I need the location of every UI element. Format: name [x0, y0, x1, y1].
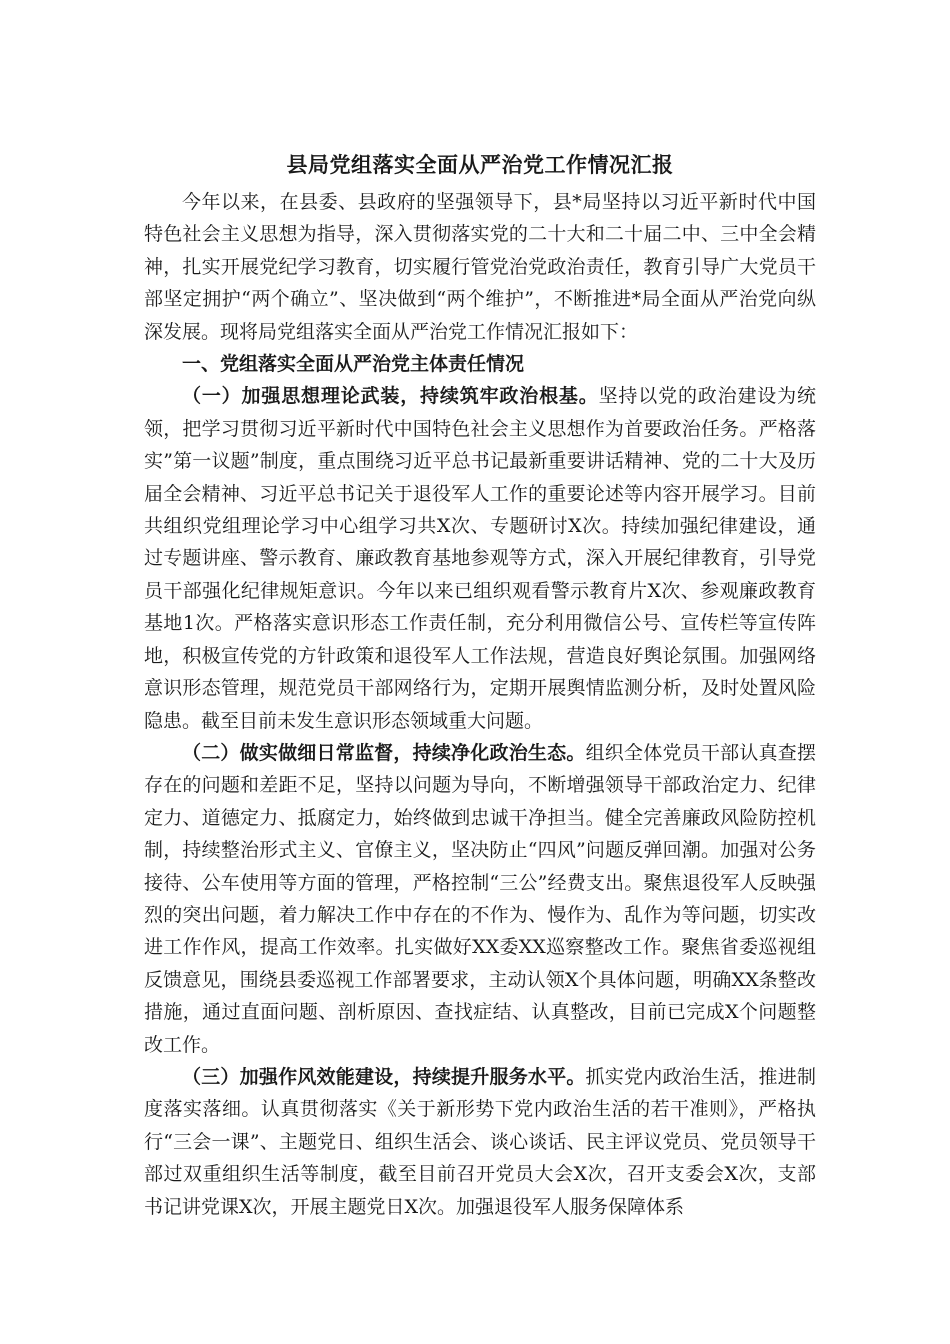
- subsection-3-body: 抓实党内政治生活，推进制度落实落细。认真贯彻落实《关于新形势下党内政治生活的若干准则》，严格执行“三会一课”、主题党日、组织生活会、谈心谈话、民主评议党员、党员领导干部过双重组织生活等制度，截至目前召开党员大会X次，召开支委会X次，支部书记讲党课X次，开展主题党日X次。加强退役军人服务保障体系: [144, 1065, 816, 1218]
- subsection-2-heading: （二）做实做细日常监督，持续净化政治生态。: [182, 741, 586, 764]
- subsection-1-heading: （一）加强思想理论武装，持续筑牢政治根基。: [182, 385, 599, 408]
- subsection-3-heading: （三）加强作风效能建设，持续提升服务水平。: [182, 1065, 586, 1088]
- intro-paragraph: 今年以来，在县委、县政府的坚强领导下，县*局坚持以习近平新时代中国特色社会主义思想为指导，深入贯彻落实党的二十大和二十届二中、三中全会精神，扎实开展党纪学习教育，切实履行管党治党政治责任，教育引导广大党员干部坚定拥护“两个确立”、坚决做到“两个维护”，不断推进*局全面从严治党向纵深发展。现将局党组落实全面从严治党工作情况汇报如下：: [144, 191, 816, 343]
- document-title: 县局党组落实全面从严治党工作情况汇报: [286, 153, 674, 177]
- section-heading-1: 一、党组落实全面从严治党主体责任情况: [182, 353, 525, 376]
- document-page: [144, 148, 816, 1223]
- subsection-2-paragraph: [144, 737, 816, 1061]
- subsection-1-paragraph: [144, 380, 816, 736]
- subsection-1-body: 坚持以党的政治建设为统领，把学习贯彻习近平新时代中国特色社会主义思想作为首要政治任务。严格落实”第一议题”制度，重点围绕习近平总书记最新重要讲话精神、党的二十大及历届全会精神、习近平总书记关于退役军人工作的重要论述等内容开展学习。目前共组织党组理论学习中心组学习共X次、专题研讨X次。持续加强纪律建设，通过专题讲座、警示教育、廉政教育基地参观等方式，深入开展纪律教育，引导党员干部强化纪律规矩意识。今年以来已组织观看警示教育片X次、参观廉政教育基地1次。严格落实意识形态工作责任制，充分利用微信公号、宣传栏等宣传阵地，积极宣传党的方针政策和退役军人工作法规，营造良好舆论氛围。加强网络意识形态管理，规范党员干部网络行为，定期开展舆情监测分析，及时处置风险隐患。截至目前未发生意识形态领域重大问题。: [144, 385, 816, 732]
- subsection-3-paragraph: [144, 1061, 816, 1223]
- subsection-2-body: 组织全体党员干部认真查摆存在的问题和差距不足，坚持以问题为导向，不断增强领导干部政治定力、纪律定力、道德定力、抵腐定力，始终做到忠诚干净担当。健全完善廉政风险防控机制，持续整治形式主义、官僚主义，坚决防止“四风”问题反弹回潮。加强对公务接待、公车使用等方面的管理，严格控制“三公”经费支出。聚焦退役军人反映强烈的突出问题，着力解决工作中存在的不作为、慢作为、乱作为等问题，切实改进工作作风，提高工作效率。扎实做好XX委XX巡察整改工作。聚焦省委巡视组反馈意见，围绕县委巡视工作部署要求，主动认领X个具体问题，明确XX条整改措施，通过直面问题、剖析原因、查找症结、认真整改，目前已完成X个问题整改工作。: [144, 741, 816, 1056]
